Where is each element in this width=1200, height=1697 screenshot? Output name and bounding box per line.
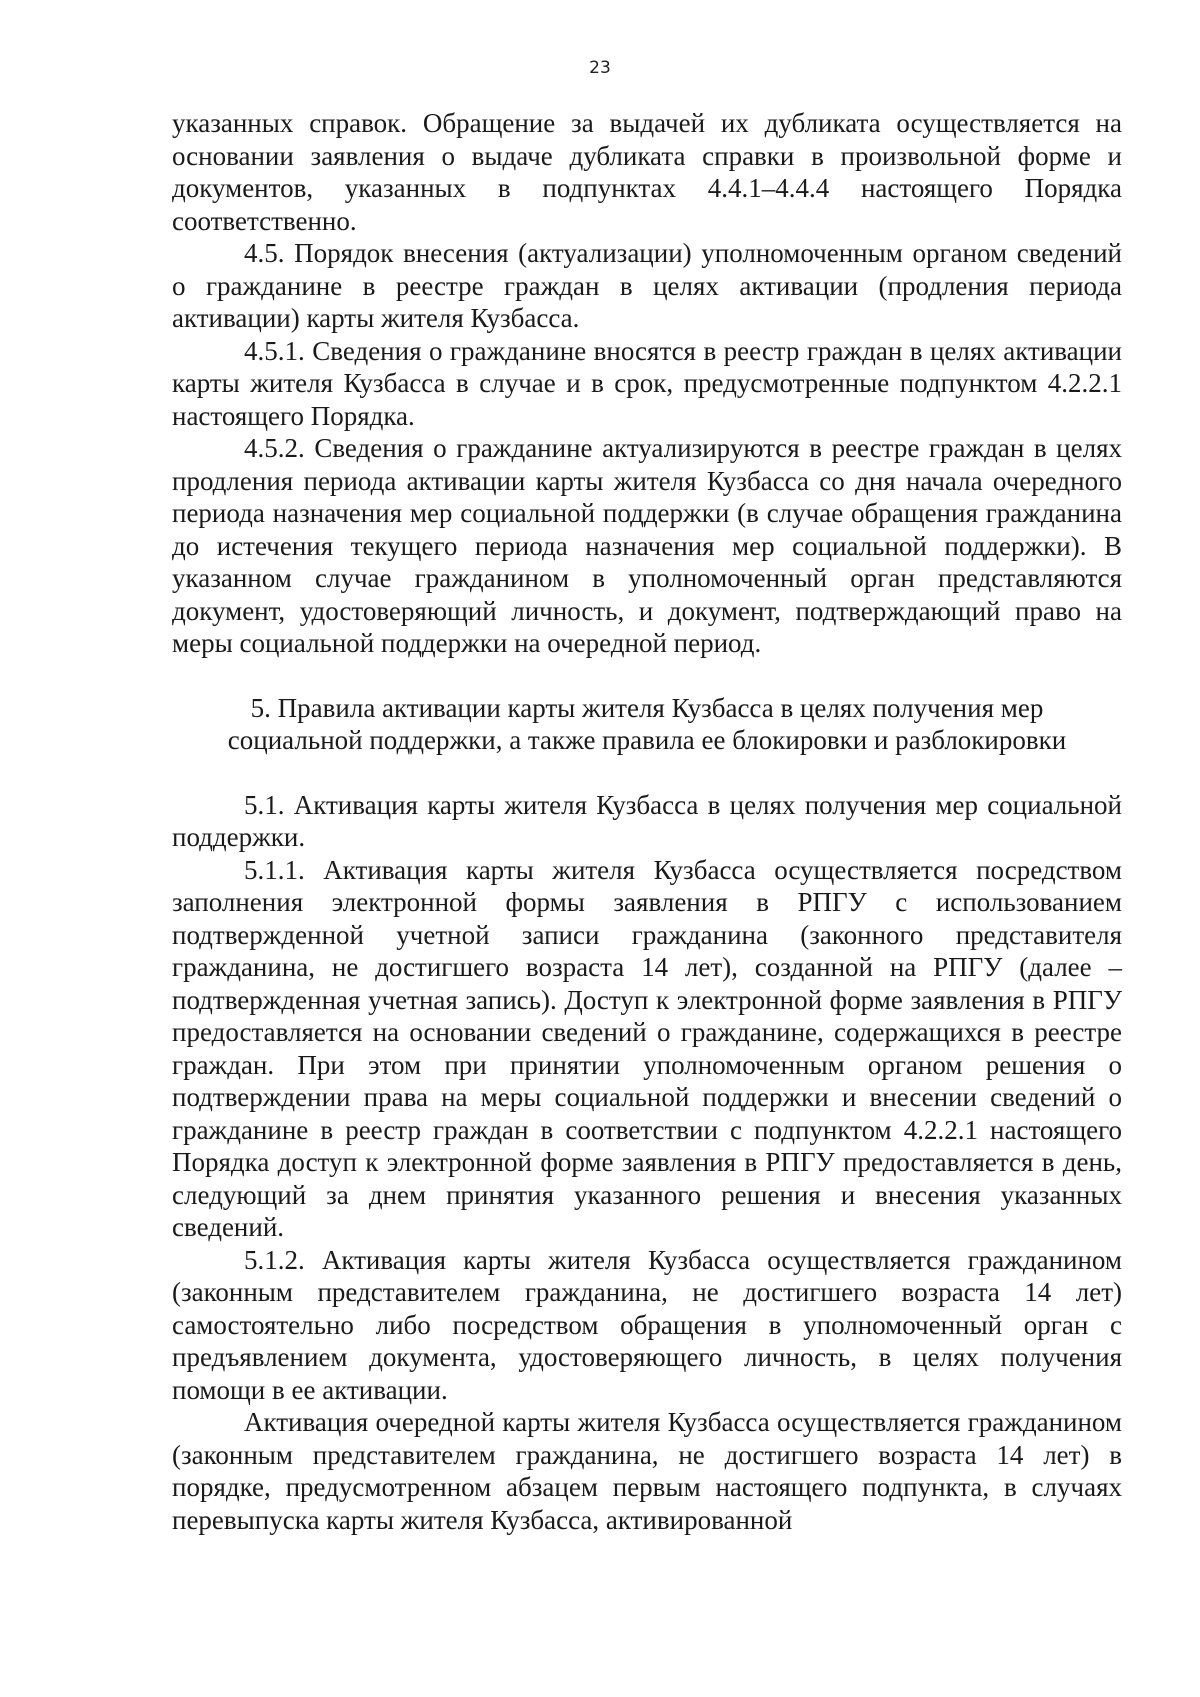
paragraph-4-5-2: 4.5.2. Сведения о гражданине актуализируются в реестре граждан в целях продления периода активации карты жителя Кузбасса со дня начала очередного периода назначения мер социальной поддержки (в случае обращения гражданина до истечения текущего периода назначения мер социальной поддержки). В указанном случае гражданином в уполномоченный орган представляются документ, удостоверяющий личность, и документ, подтверждающий право на меры социальной поддержки на очередной период. [172, 433, 1122, 658]
section-5-heading: 5. Правила активации карты жителя Кузбасса в целях получения мер социальной поддержки, а также правила ее блокировки и разблокировки [227, 692, 1067, 755]
paragraph-4-5: 4.5. Порядок внесения (актуализации) уполномоченным органом сведений о гражданине в реестре граждан в целях активации (продления периода активации) карты жителя Кузбасса. [172, 238, 1122, 333]
paragraph-5-1-2: 5.1.2. Активация карты жителя Кузбасса осуществляется гражданином (законным представителем гражданина, не достигшего возраста 14 лет) самостоятельно либо посредством обращения в уполномоченный орган с предъявлением документа, удостоверяющего личность, в целях получения помощи в ее активации. [172, 1244, 1122, 1405]
paragraph-4-5-1: 4.5.1. Сведения о гражданине вносятся в реестр граждан в целях активации карты жителя Кузбасса в случае и в срок, предусмотренные подпунктом 4.2.2.1 настоящего Порядка. [172, 335, 1122, 431]
paragraph-activation-next-card: Активация очередной карты жителя Кузбасса осуществляется гражданином (законным представителем гражданина, не достигшего возраста 14 лет) в порядке, предусмотренном абзацем первым настоящего подпункта, в случаях перевыпуска карты жителя Кузбасса, активированной [172, 1407, 1122, 1535]
paragraph-5-1-1: 5.1.1. Активация карты жителя Кузбасса осуществляется посредством заполнения электронной формы заявления в РПГУ с использованием подтвержденной учетной записи гражданина (законного представителя гражданина, не достигшего возраста 14 лет), созданной на РПГУ (далее – подтвержденная учетная запись). Доступ к электронной форме заявления в РПГУ предоставляется на основании сведений о гражданине, содержащихся в реестре граждан. При этом при принятии уполномоченным органом решения о подтверждении права на меры социальной поддержки и внесении сведений о гражданине в реестр граждан в соответствии с подпунктом 4.2.2.1 настоящего Порядка доступ к электронной форме заявления в РПГУ предоставляется в день, следующий за днем принятия указанного решения и внесения указанных сведений. [172, 854, 1122, 1242]
paragraph-continuation: указанных справок. Обращение за выдачей их дубликата осуществляется на основании заявления о выдаче дубликата справки в произвольной форме и документов, указанных в подпунктах 4.4.1–4.4.4 настоящего Порядка соответственно. [172, 108, 1122, 236]
document-body [172, 107, 1122, 1536]
paragraph-5-1: 5.1. Активация карты жителя Кузбасса в целях получения мер социальной поддержки. [172, 789, 1122, 852]
page-number: 23 [589, 58, 611, 78]
